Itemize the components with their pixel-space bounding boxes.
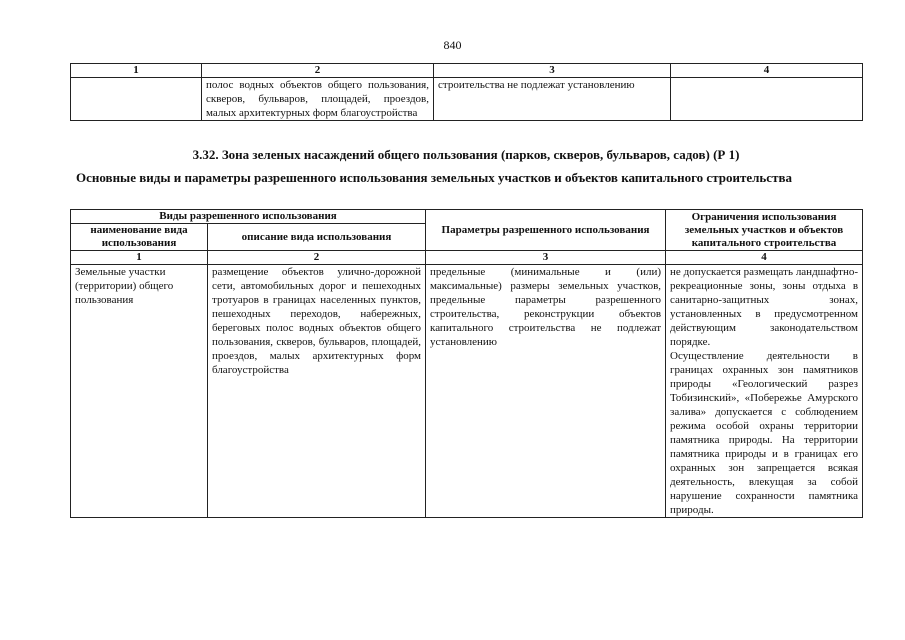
column-number: 4: [671, 64, 863, 78]
cell-restrictions: [666, 265, 863, 518]
cell-name: Земельные участки (территории) общего пользования: [71, 265, 208, 518]
section-title: 3.32. Зона зеленых насаждений общего пользования (парков, скверов, бульваров, садов) (Р 1): [192, 147, 740, 162]
column-number: 3: [434, 64, 671, 78]
cell-description: размещение объектов улично-дорожной сети, автомобильных дорог и пешеходных тротуаров в границах населенных пунктов, пешеходных переходов, набережных, береговых полос водных объектов общего пользования, скверов, бульваров, площадей, проездов, малых архитектурных форм благоустройства: [208, 265, 426, 518]
column-number: 4: [666, 251, 863, 265]
header-group: Виды разрешенного использования: [71, 210, 426, 224]
column-number: 2: [208, 251, 426, 265]
page-number: 840: [443, 38, 462, 52]
table-cell: [671, 78, 863, 121]
column-number: 3: [426, 251, 666, 265]
column-number: 2: [202, 64, 434, 78]
main-table: [70, 209, 863, 518]
header-name: наименование вида использования: [71, 224, 208, 251]
table-cell: [71, 78, 202, 121]
table-cell: полос водных объектов общего пользования, скверов, бульваров, площадей, проездов, малых архитектурных форм благоустройства: [202, 78, 434, 121]
table-cell: строительства не подлежат установлению: [434, 78, 671, 121]
header-description: описание вида использования: [208, 224, 426, 251]
header-params: Параметры разрешенного использования: [426, 210, 666, 251]
header-restrictions: Ограничения использования земельных участков и объектов капитального строительства: [666, 210, 863, 251]
restrictions-paragraph: Осуществление деятельности в границах охранных зон памятников природы «Геологический разрез Тобизинский», «Побережье Амурского залива» допускается с соблюдением режима особой охраны территории памятника природы. На территории памятника природы и в границах его охранных зон запрещается всякая деятельность, влекущая за собой нарушение сохранности памятника природы.: [670, 350, 859, 516]
subtitle: Основные виды и параметры разрешенного использования земельных участков и объектов капитального строительства: [76, 170, 792, 185]
continuation-table: [70, 63, 863, 121]
column-number: 1: [71, 64, 202, 78]
restrictions-paragraph: не допускается размещать ландшафтно-рекреационные зоны, зоны отдыха в санитарно-защитных зонах, установленных в предусмотренном действующим законодательством порядке.: [670, 266, 859, 348]
cell-params: предельные (минимальные и (или) максимальные) размеры земельных участков, предельные параметры разрешенного строительства, реконструкции объектов капитального строительства не подлежат установлению: [426, 265, 666, 518]
column-number: 1: [71, 251, 208, 265]
